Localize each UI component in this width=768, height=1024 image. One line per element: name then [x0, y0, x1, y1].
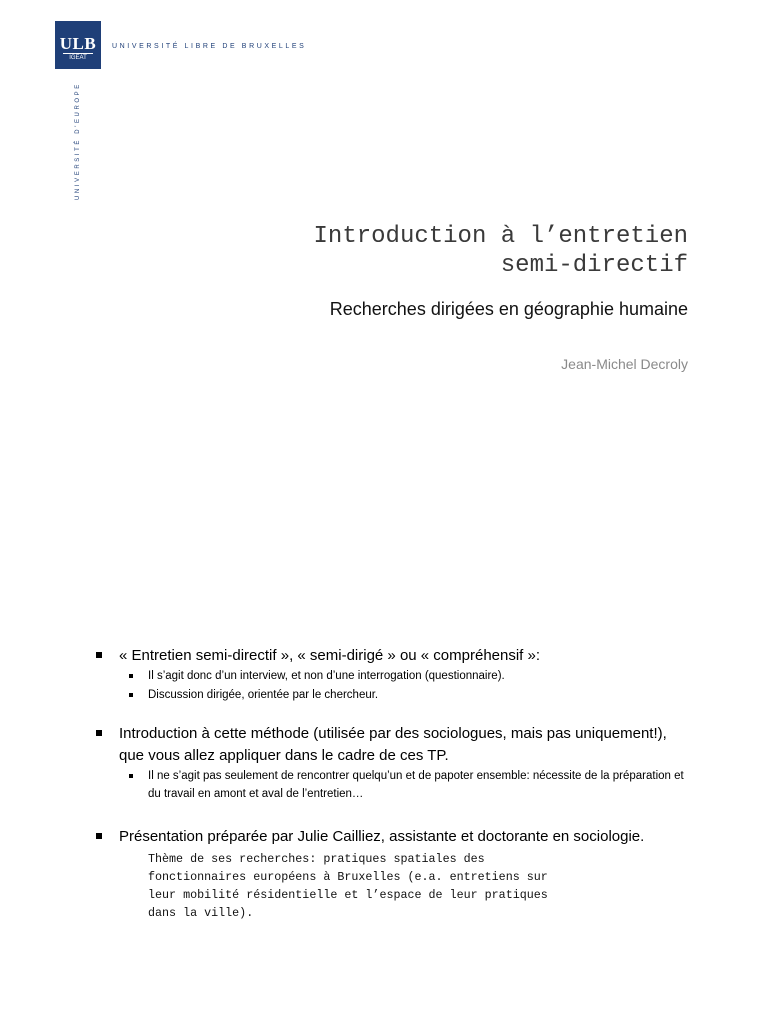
- bullet-3: Présentation préparée par Julie Cailliez, assistante et doctorante en sociologie.: [95, 826, 695, 848]
- logo-text: ULB: [59, 34, 97, 53]
- logo-subtext: IGEAT: [63, 53, 93, 62]
- document-subtitle: Recherches dirigées en géographie humaine: [329, 299, 688, 319]
- ulb-logo: [55, 21, 101, 69]
- bullet-1-sub-1: Il s’agit donc d’un interview, et non d’une interrogation (questionnaire).: [95, 668, 695, 686]
- bullet-2: Introduction à cette méthode (utilisée par des sociologues, mais pas uniquement!), que vous allez appliquer dans le cadre de ces TP.: [95, 723, 695, 767]
- research-theme-note: Thème de ses recherches: pratiques spatiales des fonctionnaires européens à Bruxelles (e.a. entretiens sur leur mobilité résidentielle et l’espace de leur pratiques dans la ville).: [148, 852, 548, 920]
- title-line-1: Introduction à l’entretien: [313, 223, 688, 250]
- bullet-content: [95, 645, 695, 922]
- author-name: Jean-Michel Decroly: [561, 356, 688, 372]
- bullet-1: « Entretien semi-directif », « semi-dirigé » ou « compréhensif »:: [95, 645, 695, 667]
- bullet-2-sub-1: Il ne s’agit pas seulement de rencontrer quelqu’un et de papoter ensemble: nécessite de la préparation et du travail en amont et aval de l’entretien…: [95, 768, 695, 803]
- bullet-1-sub-2: Discussion dirigée, orientée par le chercheur.: [95, 687, 695, 705]
- document-title: [228, 222, 688, 280]
- title-line-2: semi-directif: [500, 252, 688, 279]
- vertical-university-text: UNIVERSITÉ D'EUROPE: [75, 82, 81, 200]
- university-name: UNIVERSITÉ LIBRE DE BRUXELLES: [112, 43, 307, 50]
